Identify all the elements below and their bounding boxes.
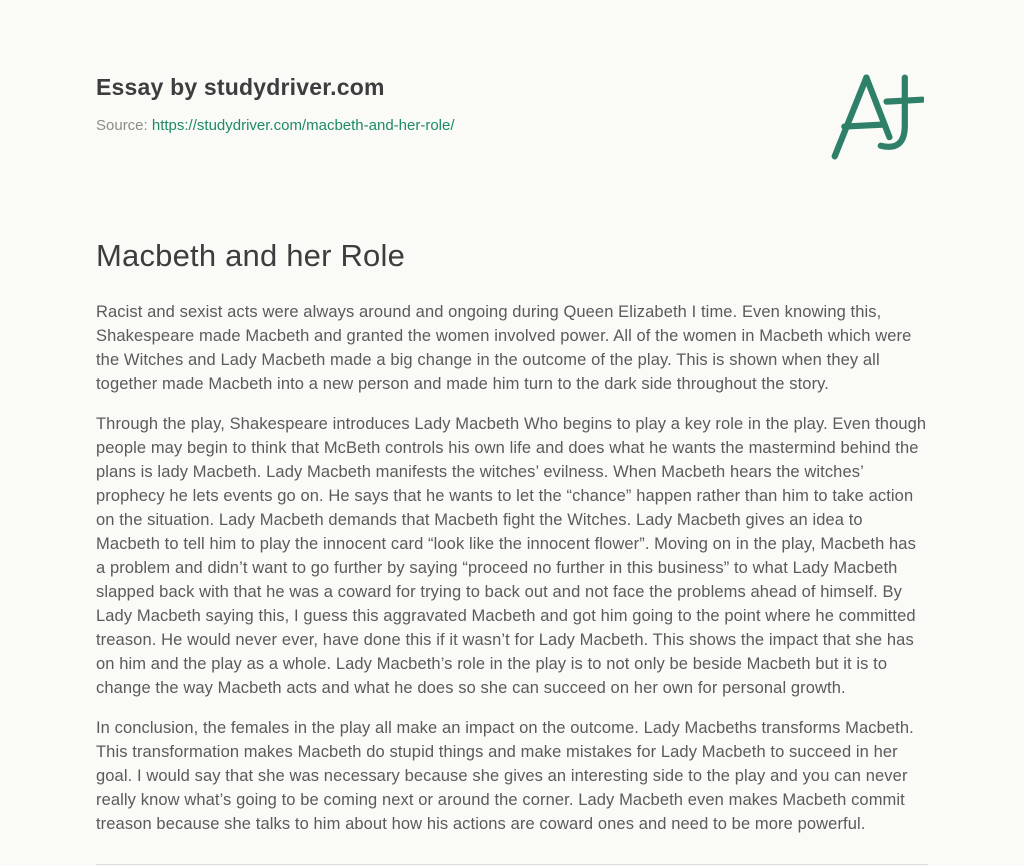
essay-paragraph: Racist and sexist acts were always around and ongoing during Queen Elizabeth I time. Even knowing this, Shakespeare made Macbeth and granted the women involved power. All of the women in Macbeth which were the Witches and Lady Macbeth made a big change in the outcome of the play. This is shown when they all together made Macbeth into a new person and made him turn to the dark side throughout the story. — [96, 303, 912, 393]
source-row — [96, 117, 928, 134]
source-link[interactable]: https://studydriver.com/macbeth-and-her-role/ — [151, 117, 455, 134]
bottom-divider — [96, 864, 928, 865]
studydriver-logo — [828, 70, 924, 162]
essay-paragraph: In conclusion, the females in the play all make an impact on the outcome. Lady Macbeths transforms Macbeth. This transformation makes Macbeth do stupid things and make mistakes for Lady Macbeth to succeed in her goal. I would say that she was necessary because she gives an interesting side to the play and you can never really know what’s going to be coming next or around the corner. Lady Macbeth even makes Macbeth commit treason because she talks to him about how his actions are coward ones and need to be more powerful. — [96, 719, 914, 833]
essay-paragraph: Through the play, Shakespeare introduces Lady Macbeth Who begins to play a key role in the play. Even though people may begin to think that McBeth controls his own life and does what he wants the mastermind behind the plans is lady Macbeth. Lady Macbeth manifests the witches’ evilness. When Macbeth hears the witches’ prophecy he lets events go on. He says that he wants to let the “chance” happen rather than him to take action on the situation. Lady Macbeth demands that Macbeth fight the Witches. Lady Macbeth gives an idea to Macbeth to tell him to play the innocent card “look like the innocent flower”. Moving on in the play, Macbeth has a problem and didn’t want to go further by saying “proceed no further in this business” to what Lady Macbeth slapped back with that he was a coward for trying to back out and not face the problems ahead of himself. By Lady Macbeth saying this, I guess this aggravated Macbeth and got him going to the point where he committed treason. He would never ever, have done this if it wasn’t for Lady Macbeth. This shows the impact that she has on him and the play as a whole. Lady Macbeth’s role in the play is to not only be beside Macbeth but it is to change the way Macbeth acts and what he does so she can succeed on her own for personal growth. — [96, 415, 927, 697]
essay-title: Macbeth and her Role — [96, 238, 406, 273]
a-plus-logo-icon — [828, 70, 924, 162]
source-label: Source: — [96, 117, 148, 134]
essay-body — [96, 300, 928, 836]
essay-byline: Essay by studydriver.com — [96, 74, 385, 100]
